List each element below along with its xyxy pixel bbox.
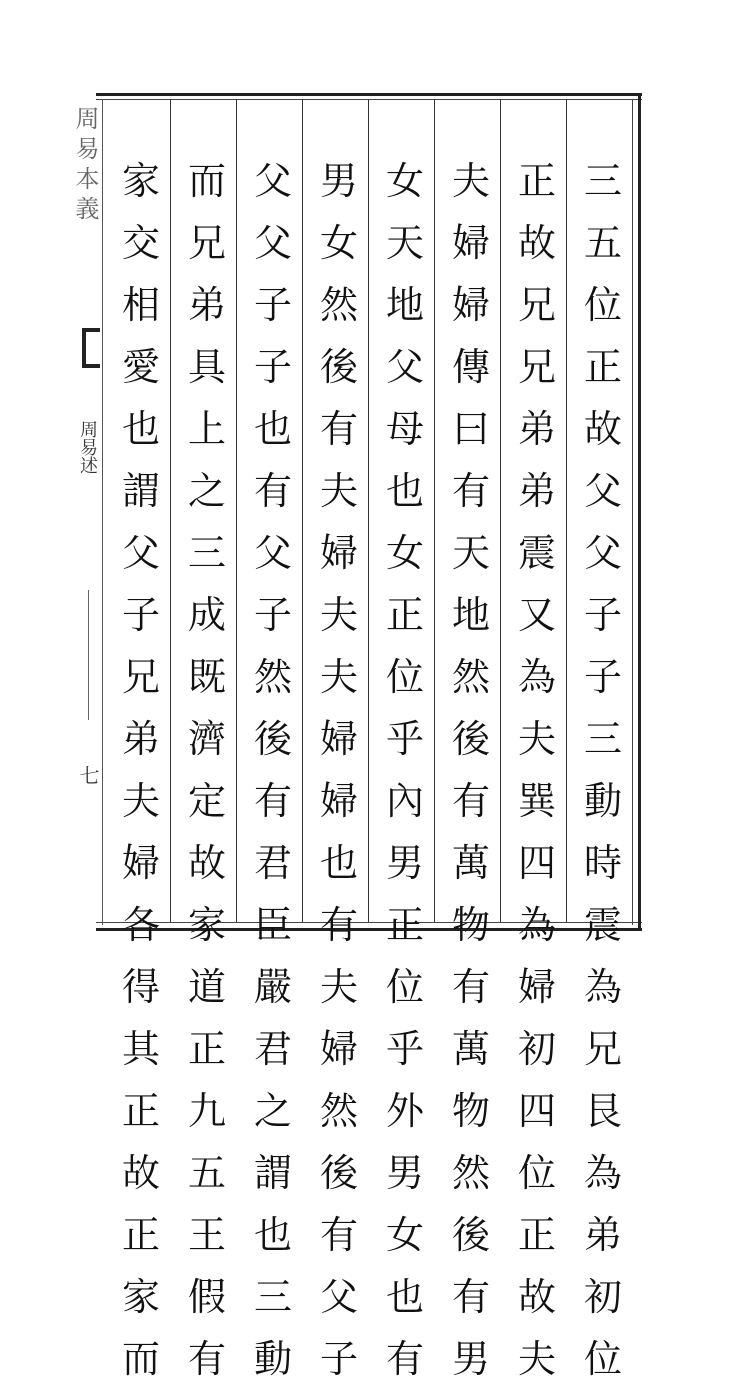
- text-character: 婦: [319, 531, 358, 575]
- text-column-4: [375, 150, 435, 1390]
- text-character: 後: [451, 1213, 490, 1257]
- text-character: 物: [451, 1089, 490, 1133]
- text-character: 有: [319, 407, 358, 451]
- text-character: 父: [319, 1275, 358, 1319]
- text-character: 夫: [319, 655, 358, 699]
- text-character: 三: [187, 531, 226, 575]
- text-character: 為: [583, 1151, 622, 1195]
- text-character: 夫: [121, 779, 160, 823]
- text-character: 有: [187, 1337, 226, 1381]
- text-character: 兄: [517, 345, 556, 389]
- text-character: 嚴: [253, 965, 292, 1009]
- text-character: 子: [319, 1337, 358, 1381]
- text-character: 地: [451, 593, 490, 637]
- text-character: 婦: [517, 965, 556, 1009]
- text-character: 婦: [451, 221, 490, 265]
- text-character: 震: [583, 903, 622, 947]
- text-character: 弟: [583, 1213, 622, 1257]
- text-character: 位: [583, 1337, 622, 1381]
- text-character: 時: [583, 841, 622, 885]
- text-character: 正: [187, 1027, 226, 1071]
- text-character: 婦: [319, 1027, 358, 1071]
- text-character: 震: [517, 531, 556, 575]
- text-character: 有: [385, 1337, 424, 1381]
- text-character: 父: [253, 531, 292, 575]
- text-character: 父: [583, 469, 622, 513]
- text-character: 動: [253, 1337, 292, 1381]
- fish-tail-mark-icon: [82, 328, 100, 368]
- text-character: 也: [385, 1275, 424, 1319]
- text-character: 正: [121, 1213, 160, 1257]
- text-character: 兄: [583, 1027, 622, 1071]
- text-character: 具: [187, 345, 226, 389]
- text-character: 乎: [385, 717, 424, 761]
- text-character: 弟: [517, 407, 556, 451]
- text-character: 既: [187, 655, 226, 699]
- frame-top-rule: [96, 93, 642, 96]
- text-character: 父: [253, 159, 292, 203]
- text-character: 地: [385, 283, 424, 327]
- text-character: 位: [517, 1151, 556, 1195]
- text-character: 三: [583, 717, 622, 761]
- text-character: 正: [517, 1213, 556, 1257]
- text-character: 之: [187, 469, 226, 513]
- text-character: 也: [253, 407, 292, 451]
- text-character: 愛: [121, 345, 160, 389]
- text-character: 然: [451, 655, 490, 699]
- text-character: 艮: [583, 1089, 622, 1133]
- text-character: 然: [319, 1089, 358, 1133]
- text-column-5: [309, 150, 369, 1390]
- text-character: 臣: [253, 903, 292, 947]
- text-character: 弟: [517, 469, 556, 513]
- text-character: 然: [451, 1151, 490, 1195]
- text-character: 有: [451, 779, 490, 823]
- text-column-6: [243, 150, 303, 1390]
- text-character: 初: [517, 1027, 556, 1071]
- text-character: 有: [253, 469, 292, 513]
- text-character: 有: [451, 965, 490, 1009]
- text-character: 男: [451, 1337, 490, 1381]
- text-character: 得: [121, 965, 160, 1009]
- text-character: 兄: [187, 221, 226, 265]
- text-character: 濟: [187, 717, 226, 761]
- text-character: 君: [253, 841, 292, 885]
- text-character: 三: [253, 1275, 292, 1319]
- text-character: 然: [319, 283, 358, 327]
- text-character: 子: [253, 593, 292, 637]
- text-character: 兄: [121, 655, 160, 699]
- text-column-3: [441, 150, 501, 1390]
- text-character: 男: [385, 1151, 424, 1195]
- margin-title: 周易本義: [71, 106, 99, 226]
- text-character: 四: [517, 1089, 556, 1133]
- text-character: 相: [121, 283, 160, 327]
- text-character: 上: [187, 407, 226, 451]
- text-character: 傳: [451, 345, 490, 389]
- text-character: 也: [253, 1213, 292, 1257]
- text-character: 位: [583, 283, 622, 327]
- frame-right-rule: [638, 93, 641, 931]
- text-character: 各: [121, 903, 160, 947]
- text-character: 後: [451, 717, 490, 761]
- text-character: 而: [187, 159, 226, 203]
- text-character: 子: [583, 593, 622, 637]
- text-character: 萬: [451, 1027, 490, 1071]
- text-character: 也: [385, 469, 424, 513]
- text-character: 正: [517, 159, 556, 203]
- text-character: 故: [517, 221, 556, 265]
- text-character: 男: [319, 159, 358, 203]
- text-character: 成: [187, 593, 226, 637]
- text-character: 有: [451, 1275, 490, 1319]
- margin-subtitle: 周易述: [77, 420, 98, 474]
- text-character: 子: [121, 593, 160, 637]
- text-character: 有: [319, 1213, 358, 1257]
- text-character: 夫: [517, 1337, 556, 1381]
- text-character: 內: [385, 779, 424, 823]
- text-character: 女: [385, 1213, 424, 1257]
- text-character: 也: [319, 841, 358, 885]
- text-character: 故: [187, 841, 226, 885]
- text-character: 王: [187, 1213, 226, 1257]
- text-column-8: [111, 150, 171, 1390]
- text-character: 夫: [319, 593, 358, 637]
- text-character: 三: [583, 159, 622, 203]
- text-character: 為: [517, 655, 556, 699]
- text-character: 又: [517, 593, 556, 637]
- text-character: 婦: [121, 841, 160, 885]
- text-character: 謂: [253, 1151, 292, 1195]
- text-column-2: [507, 150, 567, 1390]
- text-character: 假: [187, 1275, 226, 1319]
- text-character: 男: [385, 841, 424, 885]
- text-character: 弟: [187, 283, 226, 327]
- text-character: 位: [385, 965, 424, 1009]
- text-character: 女: [319, 221, 358, 265]
- text-character: 為: [583, 965, 622, 1009]
- gutter-rule: [102, 99, 103, 925]
- text-character: 初: [583, 1275, 622, 1319]
- text-character: 婦: [451, 283, 490, 327]
- text-column-1: [573, 150, 633, 1390]
- text-character: 外: [385, 1089, 424, 1133]
- text-character: 正: [385, 903, 424, 947]
- text-character: 五: [187, 1151, 226, 1195]
- text-character: 婦: [319, 779, 358, 823]
- text-character: 家: [121, 1275, 160, 1319]
- text-character: 夫: [517, 717, 556, 761]
- text-character: 有: [253, 779, 292, 823]
- text-character: 定: [187, 779, 226, 823]
- text-character: 故: [121, 1151, 160, 1195]
- text-character: 物: [451, 903, 490, 947]
- text-character: 交: [121, 221, 160, 265]
- text-column-7: [177, 150, 237, 1390]
- text-character: 四: [517, 841, 556, 885]
- text-character: 五: [583, 221, 622, 265]
- margin-page-number: 七: [76, 765, 100, 785]
- text-character: 女: [385, 159, 424, 203]
- text-character: 女: [385, 531, 424, 575]
- text-character: 子: [253, 283, 292, 327]
- text-character: 之: [253, 1089, 292, 1133]
- margin-divider: [88, 590, 89, 720]
- text-character: 其: [121, 1027, 160, 1071]
- text-character: 為: [517, 903, 556, 947]
- text-character: 家: [121, 159, 160, 203]
- text-character: 巽: [517, 779, 556, 823]
- frame-top-inner-rule: [96, 99, 642, 100]
- text-character: 故: [517, 1275, 556, 1319]
- text-character: 位: [385, 655, 424, 699]
- text-character: 有: [319, 903, 358, 947]
- text-character: 正: [121, 1089, 160, 1133]
- text-character: 乎: [385, 1027, 424, 1071]
- text-character: 謂: [121, 469, 160, 513]
- text-character: 父: [583, 531, 622, 575]
- text-character: 而: [121, 1337, 160, 1381]
- text-character: 君: [253, 1027, 292, 1071]
- text-character: 動: [583, 779, 622, 823]
- text-character: 九: [187, 1089, 226, 1133]
- text-character: 有: [451, 469, 490, 513]
- text-character: 父: [385, 345, 424, 389]
- text-character: 天: [451, 531, 490, 575]
- text-character: 然: [253, 655, 292, 699]
- text-character: 子: [583, 655, 622, 699]
- text-character: 曰: [451, 407, 490, 451]
- text-character: 兄: [517, 283, 556, 327]
- text-character: 子: [253, 345, 292, 389]
- text-character: 父: [253, 221, 292, 265]
- text-character: 夫: [451, 159, 490, 203]
- text-character: 也: [121, 407, 160, 451]
- text-character: 後: [319, 1151, 358, 1195]
- text-character: 正: [385, 593, 424, 637]
- text-character: 後: [319, 345, 358, 389]
- text-character: 天: [385, 221, 424, 265]
- text-character: 弟: [121, 717, 160, 761]
- text-character: 道: [187, 965, 226, 1009]
- text-character: 正: [583, 345, 622, 389]
- text-character: 婦: [319, 717, 358, 761]
- text-character: 母: [385, 407, 424, 451]
- text-character: 故: [583, 407, 622, 451]
- text-character: 夫: [319, 469, 358, 513]
- text-character: 萬: [451, 841, 490, 885]
- text-character: 夫: [319, 965, 358, 1009]
- text-character: 家: [187, 903, 226, 947]
- text-character: 後: [253, 717, 292, 761]
- text-character: 父: [121, 531, 160, 575]
